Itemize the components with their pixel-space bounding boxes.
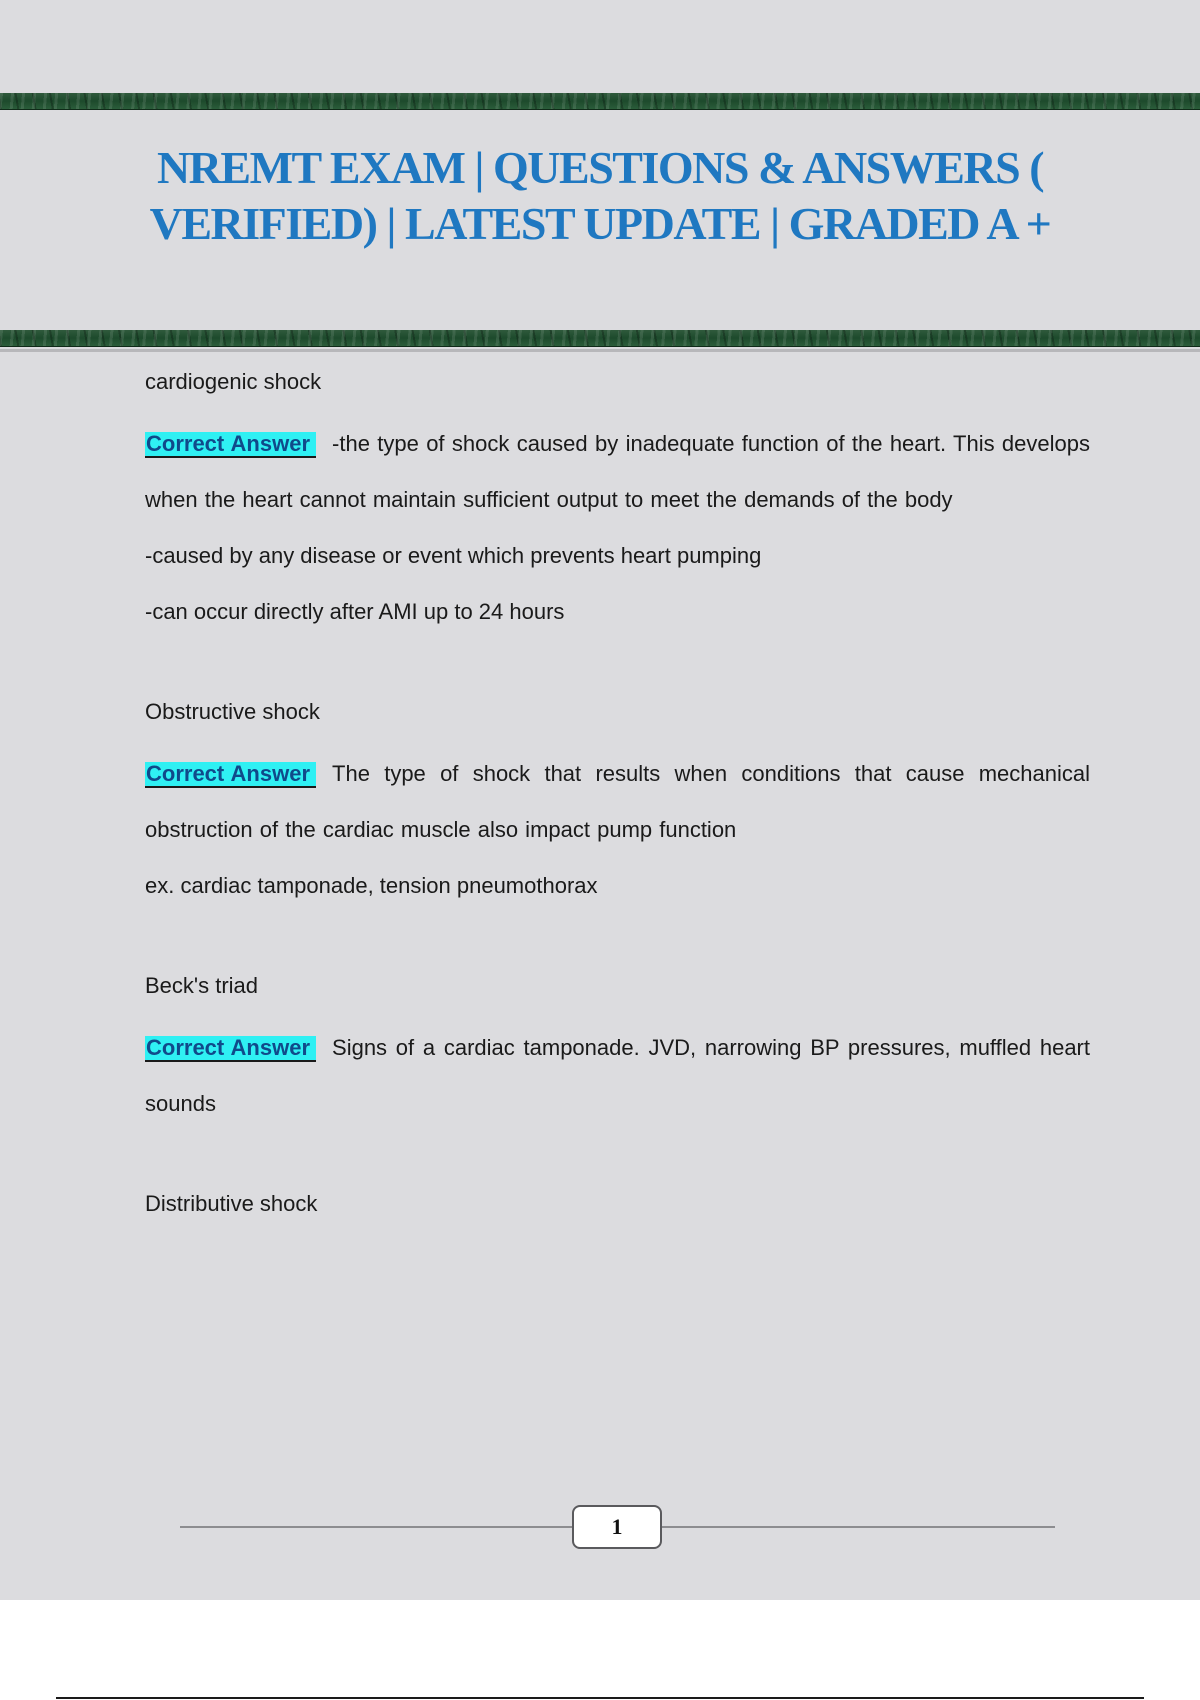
qa-entry: [145, 692, 1090, 914]
answer-text: [145, 746, 1090, 858]
qa-content: [145, 362, 1090, 1276]
correct-answer-label: Correct Answer: [145, 1036, 316, 1062]
bottom-divider: [56, 1697, 1144, 1699]
term-heading: cardiogenic shock: [145, 369, 322, 394]
qa-entry: [145, 362, 1090, 640]
document-header: [0, 140, 1200, 252]
term-heading: Beck's triad: [145, 973, 259, 998]
header-bottom-border: [0, 330, 1200, 347]
header-top-border: [0, 93, 1200, 110]
page-footer: [180, 1505, 1055, 1549]
answer-line: ex. cardiac tamponade, tension pneumothorax: [145, 873, 598, 898]
answer-line: -the type of shock caused by inadequate function of the heart. This develops when the heart cannot maintain sufficient output to meet the demands of the body: [145, 431, 1090, 512]
answer-text: [145, 1020, 1090, 1132]
page-number: 1: [572, 1505, 662, 1549]
answer-line: Signs of a cardiac tamponade. JVD, narrowing BP pressures, muffled heart sounds: [145, 1035, 1090, 1116]
term-heading: Obstructive shock: [145, 699, 320, 724]
document-title: NREMT EXAM | QUESTIONS & ANSWERS ( VERIFIED) | LATEST UPDATE | GRADED A +: [149, 142, 1051, 249]
answer-line: -can occur directly after AMI up to 24 hours: [145, 599, 565, 624]
qa-entry: [145, 966, 1090, 1132]
answer-line: The type of shock that results when conditions that cause mechanical obstruction of the cardiac muscle also impact pump function: [145, 761, 1090, 842]
term-heading: Distributive shock: [145, 1191, 318, 1216]
correct-answer-label: Correct Answer: [145, 762, 316, 788]
answer-line: -caused by any disease or event which prevents heart pumping: [145, 543, 762, 568]
header-divider-line: [0, 349, 1200, 352]
answer-text: [145, 416, 1090, 528]
qa-entry: [145, 1184, 1090, 1224]
correct-answer-label: Correct Answer: [145, 432, 316, 458]
